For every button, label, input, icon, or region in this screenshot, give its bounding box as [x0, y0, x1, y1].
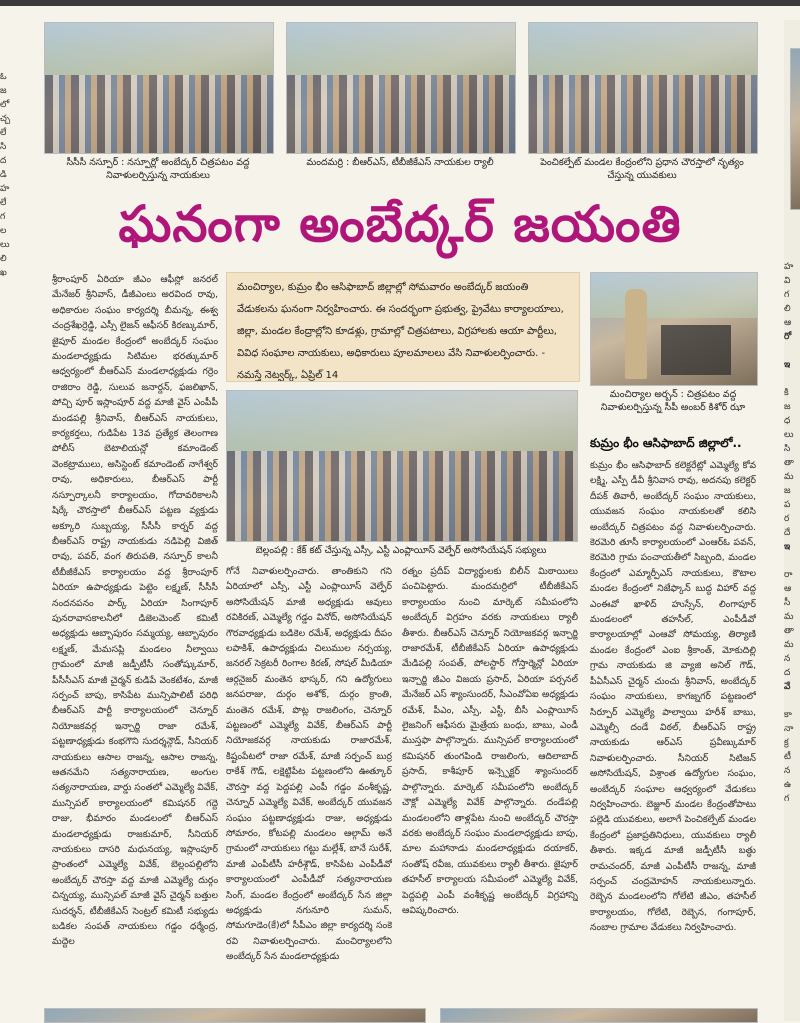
caption-photo4: మంచిర్యాల అర్బన్ : చిత్రపటం వద్ద నివాళులర్పిస్తున్న సీపీ అంబర్ కిశోర్ ఝా — [600, 389, 746, 413]
right-adjacent-column: హ వి గ లి ఆ రో ఇ కి జ ధ లు సి తా మ జ ప ర దే ఇ రా ఆ సీ మ తా మ న ద వే కా నా క్ర టీ న ఉ గ — [784, 20, 800, 1021]
photo-manchiryala-urban — [590, 272, 758, 386]
photo-penchikalpet — [528, 22, 758, 154]
article-column-2: గోనే నివాళులర్పించారు. తాంతికుని గని ఏరియాలో ఎస్సీ, ఎస్టీ ఎంప్లాయీస్ వెల్ఫేర్ అసోసియేషన్ మాజీ అధ్యక్షుడు ఆవులు రవికిరణ్, ఎమ్మెల్యే గడ్డం వినోద్, అసోసియేషన్ గౌరవాధ్యక్షుడు బడికెల రమేశ్, అధ్యక్షుడు దీపం లపాకిశ్, ఉపాధ్యక్షుడు చిలుముల నర్సయ్య, జనరల్ సెక్రటరీ రింగాల కిరణ్, సోషల్ మీడియా ఆర్గనైజర్ మంతెన భాస్కర్, గని ఉద్యోగులు జనపరాజు, దుర్గం అశోక్, దుర్గం క్రాంతి, మంతెన రమేశ్, పొట్ల రాజలింగం, చెన్నూర్ పట్టణంలో ఎమ్మెల్యే వివేక్, బీఆర్ఎస్ పార్టీ నియోజకవర్గ నాయకుడు రాజారమేశ్, కిష్టంపేటలో రాజా రమేశ్, మాజీ సర్పంచ్ బుర్ర రాకేశ్ గౌడ్, లక్షెట్టిపేట పట్టణంలోని ఊత్కూర్ చౌరస్తా వద్ద పెద్దపల్లి ఎంపీ గడ్డం వంశీకృష్ణ, చెన్నూర్ ఎమ్మెల్యే వివేక్, అంబేద్కర్ యువజన సంఘం పట్టణాధ్యక్షుడు రాజు, అధ్యక్షుడు సోమారం, కోటపల్లి మండలం ఆల్గామ్ అనే గ్రామంలో నాయకులు గట్టు మల్లేశ్, బానే సురేశ్, మాజీ ఎంపీటీసీ హరీశ్గౌడ్, కాసిపేట ఎంపీడీవో కార్యాలయంలో ఎంపీడీవో సత్యనారాయణ సింగ్, మండల కేంద్రంలో అంబేద్కర్ సేన జిల్లా అధ్యక్షుడు నగునూరి సుమన్, సోమగూడెం(కే)లో సీపీఎం జిల్లా కార్యదర్శి సంకె రవి నివాళులర్పించారు. మంచిర్యాలలోని అంబేద్కర్ సేన మండలాధ్యక్షుడు — [226, 566, 392, 963]
section-subhead: కుమ్రం భీం ఆసిఫాబాద్ జిల్లాలో.. — [590, 436, 742, 450]
caption-photo2: మందమర్రి : బీఆర్ఎస్, టీబీజీకేఎస్ నాయకుల ర్యాలీ — [306, 157, 494, 168]
photo-nasspur — [44, 22, 274, 154]
article-column-4: కుమ్రం భీం ఆసిఫాబాద్ కలెక్టరేట్లో ఎమ్మెల్యే కోవ లక్ష్మి, ఎస్పీ డీవీ శ్రీనివాస రావు, అదనపు కలెక్టర్ దీపక్ తివారీ, అంబేద్కర్ సంఘం నాయకులు, యువజన సంఘం నాయకులతో కలిసి అంబేద్కర్ చిత్రపటం వద్ద నివాళులర్పించారు. కెరమెరి తూసీ కార్యాలయంలో ఎంఆర్ఓ పవన్, కెరమెరి గ్రామ పంచాయతీలో సిబ్బంది, మండల కేంద్రంలో ఎమ్మార్పీఎస్ నాయకులు, కౌటాల మండల కేంద్రంలో నిజేఫ్కాన్ బుద్ధ విహార్ వద్ద ఎంఈవో ఖాళిద్ హుస్సేన్, లింగాపూర్ మండలంలో తహసీల్, ఎంపీడీవో కార్యాలయాల్లో ఎంఆవో సోమయ్య, తిర్యాణి మండల కేంద్రంలో ఎంఐ శ్రీకాంత్, మోకుదిల్లి గ్రామ నాయకుడు జి వ్యాజి అనిల్ గౌడ్, పీఏసీఎస్ చైర్మన్ చుంచు శ్రీనివాస్, అంబేద్కర్ సంఘం నాయకులు, కాగజ్నగర్ పట్టణంలో సిర్పూర్ ఎమ్మెల్యే పాల్వాయి హరీశ్ బాబు, ఎమ్మెల్సీ దండే విఠల్, బీఆర్ఎస్ రాష్ట్ర నాయకుడు ఆర్ఎస్ ప్రవీణ్కుమార్ నివాళులర్పించారు. సీనియర్ సిటిజన్ అసోసియేషన్, విశ్రాంత ఉద్యోగుల సంఘం, అంబేద్కర్ సంఘాల ఆధ్వర్యంలో వేడుకలు నిర్వహించారు. బెజ్జూర్ మండల కేంద్రంతోపాటు పల్లెడి యువకులు, అలాగే పెంచికల్పేట్ మండల కేంద్రంలో ప్రజాప్రతినిధులు, యువకులు ర్యాలీ తీశారు. ఇక్కడ మాజీ జడ్పీటీసీ బత్ధు రామచందర్, మాజీ ఎంపీటీసీ రాజన్న, మాజీ సర్పంచ్ చంద్రమోహన్ నాయకులున్నారు. రెబ్బెన మండలంలోని గోలేటి జీఎం, తహసీల్ కార్యాలయం, గోలేటి, రెబ్బెన, గంగాపూర్, నంబాల గ్రామాల వేడుకలు నిర్వహించారు. — [590, 460, 756, 934]
caption-photo1: సీసీసీ నస్పూర్ : నస్పూర్లో అంబేద్కర్ చిత్రపటం వద్ద నివాళులర్పిస్తున్న నాయకులు — [66, 157, 250, 181]
top-border — [0, 0, 800, 6]
page-headline: ఘనంగా అంబేద్కర్ జయంతి — [118, 195, 682, 253]
left-adjacent-column: ఓ జ లో చ్చ లే సి ద డి హ లే గ ల లు లి ఖ — [0, 72, 11, 278]
photo-bellampalli — [226, 390, 578, 542]
article-column-3: రత్నం ప్రదీప్ విద్యార్థులకు బిలీన్ మిఠాయిలు పంచిపెట్టారు. మందమర్రిలో టీబీజీకేఎస్ కార్యాలయం నుంచి మార్కెట్ సమీపంలోని అంబేద్కర్ విగ్రహం వరకు నాయకులు ర్యాలీ తీశారు. బీఆర్ఎస్ చెన్నూర్ నియోజకవర్గ ఇన్చార్జి రాజారమేశ్, టీబీజీకేఎస్ ఏరియా ఉపాధ్యక్షుడు మేడిపల్లి సంపత్, పోలస్టార్ గోస్తార్మెన్లో ఏరియా ఇన్చార్జి జీఎం విజయ ప్రసాద్, ఏరియా పర్సనల్ మేనేజర్ ఎస్ శ్యాంసుందర్, సీఎంవోఏఐ అధ్యక్షుడు రమేశ్, పీఎం, ఎస్సీ, ఎస్టీ, బీసీ ఎంప్లాయీస్ లైజనింగ్ ఆఫీసరు మైత్రేయ బంధు, బాబు, ఎండీ ముస్తఫా పాల్గొన్నారు. మున్సిపల్ కార్యాలయంలో కమిషనర్ తుంగపిండి రాజలింగు, ఆదిలాబాద్ ప్రసాద్, కాశీపూర్ ఇన్స్పెక్టర్ శ్యాంసుందర్ పాల్గొన్నారు. మార్కెట్ సమీపంలోని అంబేద్కర్ చౌక్లో ఎమ్మెల్యే వివేక్ పాల్గొన్నారు. దండేపల్లి మండలంలోని తాళ్లపేట నుంచి అంబేద్కర్ చౌరస్తా వరకు అంబేద్కర్ సంఘం మండలాధ్యక్షుడు బాపు, మాల మహానాడు మండలాధ్యక్షుడు దయాకర్, సంతోష్ రవీజ, యువకులు ర్యాలీ తీశారు. జైపూర్ తహసీల్ కార్యాలయ సమీపంలో ఎమ్మెల్యే వివేక్, పెద్దపల్లి ఎంపీ వంశీకృష్ణ అంబేద్కర్ విగ్రహాన్ని ఆవిష్కరించారు. — [402, 566, 578, 916]
caption-photo5: బెల్లంపల్లి : కేక్ కట్ చేస్తున్న ఎస్సీ, ఎస్టీ ఎంప్లాయీస్ వెల్ఫేర్ అసోసియేషన్ సభ్యులు — [255, 545, 547, 556]
caption-photo3: పెంచికల్పేట్ మండల కేంద్రంలోని ప్రధాన చౌరస్తాలో నృత్యం చేస్తున్న యువకులు — [540, 157, 744, 181]
right-adjacent-photo — [790, 48, 800, 210]
photo-mandamarri — [286, 22, 516, 154]
article-column-1: శ్రీరాంపూర్ ఏరియా జీఎం ఆఫీస్లో జనరల్ మేనేజర్ శ్రీనివాస్, డీజీఎంలు అరవింద రావు, అధికారుల సంఘం కార్యదర్శి బీమన్న, ఈశ్వ చంద్రశేఖర్రెడ్డి, ఎస్సీ లైజన్ ఆఫీసర్ కిరణ్కుమార్, జైపూర్ మండల కేంద్రంలో అంబేద్కర్ సంఘం మండలాధ్యక్షుడు సిటిమల భరత్కుమార్ ఆధ్వర్యంలో బీఆర్ఎస్ మండలాధ్యక్షుడు గర్రెం రాజిరాం రెడ్డి, సులువ జనార్దన్, ఫజలిఖాన్, పోచ్చి పూర్ ఇస్లాంపూర్ వద్ద మాజీ వైస్ ఎంపీపీ మండపల్లి శ్రీనివాస్, బీఆర్ఎస్ నాయకులు, కార్యకర్తలు, గుడిపేట 13వ ప్రత్యేక తెలంగాణ పోలీస్ బెటాలియన్లో కమాండెంట్ వెంకట్రాములు, అసిస్టెంట్ కమాండెంట్ నాగేశ్వర్ రావు, అధికారులు, బీఆర్ఎస్ పార్టీ నస్పూర్కాలనీ కార్యాలయం, గోదావరికాలనీ షిర్కే చౌరస్తాలో బీఆర్ఎస్ పట్టణ వ్యక్తుడు అక్కూరి సుబ్బయ్య, సీసీసీ కార్నర్ వద్ద బీఆర్ఎస్ రాష్ట్ర నాయకుడు నడిపెల్లి విజిత్ రావు, పవర్, వంగ తిరుపతి, నస్పూర్ కాలనీ టీబీజీకేఎస్ కార్యాలయం వద్ద శ్రీరాంపూర్ ఏరియా ఉపాధ్యక్షుడు పెట్టెం లక్ష్మణ్, సీసీసీ నందనపనం పార్క్ ఏరియా సింగాపూర్ పునరావాసకాలనీలో డిజెలమెంట్ కమిటీ అధ్యక్షుడు ఆబ్బాపురం సమ్మయ్య, ఆబ్బాపురం లక్ష్మణ్, మేమసప్లి మండలం నీల్వాయి గ్రామంలో మాజీ జడ్పీటీసీ సంతోష్కుమార్, పీసీసీఎస్ మాజీ చైర్మన్ కుడిపే వెంకటేశం, మాజీ సర్పంచ్ బాపు, కాసిపేట మున్సిపాలిటీ పరిధి బీఆర్ఎస్ పార్టీ కార్యాలయంలో చెన్నూర్ నియోజకవర్గ ఇన్చార్జి రాజా రమేశ్, పట్టణాధ్యక్షుడు కంభగౌని సుదర్శన్గౌడ్, సీనియర్ నాయకులు ఆసాల రాజన్న, ఆసాల రాజన్న, ఆతనమేని సత్యనారాయణ, అంగుల సత్యనారాయణ, వార్డు సంతలో ఎమ్మెల్యే వివేక్, మున్సిపల్ కార్యాలయంలో కమిషనర్ గద్దె రాజు, భీమారం మండలంలో బీఆర్ఎస్ మండలాధ్యక్షుడు రాజకుమార్, సీనియర్ నాయకులు దాసరి మధునయ్య, ఇస్లాంపూర్ ప్రాంతంలో ఎమ్మెల్యే వివేక్, బెల్లంపల్లిలోని అంబేద్కర్ చౌరస్తా వద్ద మాజీ ఎమ్మెల్యే దుర్గం చిన్నయ్య, మున్సిపల్ మాజీ వైస్ చైర్మన్ బత్తుల సుదర్శన్, టీబీజీకేఎస్ సెంట్రల్ కమిటీ సభ్యుడు బడికల సంపత్ నాయకులు గడ్డం ధర్మేంద్ర, మద్దెల — [52, 274, 218, 948]
intro-box: మంచిర్యాల, కుమ్రం భీం ఆసిఫాబాద్ జిల్లాల్లో సోమవారం అంబేద్కర్ జయంతి వేడుకలను ఘనంగా నిర్వహించారు. ఈ సందర్భంగా ప్రభుత్వ, ప్రైవేటు కార్యాలయాలు, జిల్లా, మండల కేంద్రాల్లోని కూడళ్లు, గ్రామాల్లో చిత్రపటాలు, విగ్రహాలకు ఆయా పార్టీలు, వివిధ సంఘాల నాయకులు, అధికారులు పూలమాలలు వేసి నివాళులర్పించారు. - నమస్తే నెట్వర్క్, ఏప్రిల్ 14 — [226, 272, 580, 382]
